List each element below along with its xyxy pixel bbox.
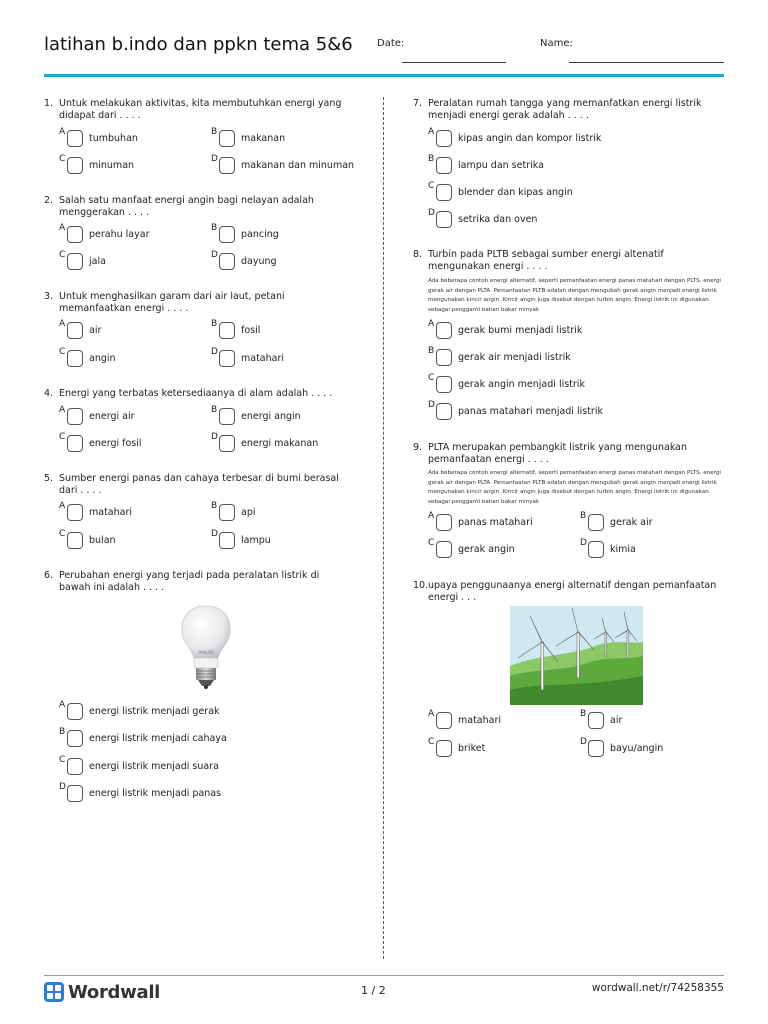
question-2 [44, 195, 364, 221]
option-1a[interactable] [59, 127, 199, 148]
answer-checkbox[interactable] [436, 211, 452, 228]
option-text: energi listrik menjadi panas [89, 788, 222, 799]
option-2c[interactable] [59, 250, 199, 271]
answer-checkbox[interactable] [436, 130, 452, 147]
name-field[interactable] [569, 62, 724, 63]
answer-checkbox[interactable] [67, 322, 83, 339]
answer-checkbox[interactable] [67, 703, 83, 720]
option-text: briket [458, 743, 486, 754]
option-letter: D [211, 432, 218, 442]
option-8c[interactable] [428, 373, 708, 394]
option-2b[interactable] [211, 223, 361, 244]
answer-checkbox[interactable] [436, 376, 452, 393]
option-letter: B [211, 319, 218, 329]
question-number: 10. [413, 580, 429, 591]
question-6 [44, 570, 364, 596]
option-text: gerak air menjadi listrik [458, 352, 571, 363]
option-5a[interactable] [59, 501, 199, 522]
option-text: air [89, 325, 102, 336]
option-6b[interactable] [59, 727, 309, 748]
reading-passage: Ada beberapa contoh energi alternatif, seperti pemanfaatan energi panas matahari dengan PLTS, energi gerak air dengan PLTA. Pemanfaatan PLTB adalah dengan mengubah gerak angin menjadi energi listrik mengunakan kincir angin. Kincir angin juga disebut dengan turbin angin. Energi listrik ini digunakan sebagai pengganti bahan bakar minyak [428, 470, 721, 505]
answer-checkbox[interactable] [219, 130, 235, 147]
option-text: panas matahari menjadi listrik [458, 406, 603, 417]
option-5c[interactable] [59, 529, 199, 550]
option-letter: D [59, 782, 66, 792]
wind-turbine-image [510, 606, 643, 705]
option-text: jala [89, 256, 106, 267]
option-letter: D [580, 737, 587, 747]
option-letter: B [428, 346, 435, 356]
option-9a[interactable] [428, 511, 568, 532]
option-letter: D [428, 208, 435, 218]
option-letter: C [59, 529, 66, 539]
option-3b[interactable] [211, 319, 361, 340]
answer-checkbox[interactable] [436, 740, 452, 757]
date-field[interactable] [402, 62, 506, 63]
wordwall-grid-icon [44, 982, 64, 1002]
option-letter: D [428, 400, 435, 410]
answer-checkbox[interactable] [67, 504, 83, 521]
answer-checkbox[interactable] [67, 350, 83, 367]
option-text: gerak angin [458, 544, 515, 555]
question-text: Salah satu manfaat energi angin bagi nelayan adalah menggerakan . . . . [59, 195, 314, 218]
question-text: Untuk melakukan aktivitas, kita membutuhkan energi yang didapat dari . . . . [59, 98, 342, 121]
option-letter: D [211, 529, 218, 539]
option-text: matahari [89, 507, 133, 518]
option-8a[interactable] [428, 319, 708, 340]
option-letter: B [428, 154, 435, 164]
question-3 [44, 291, 364, 317]
option-text: energi fosil [89, 438, 142, 449]
answer-checkbox[interactable] [436, 541, 452, 558]
answer-checkbox[interactable] [67, 130, 83, 147]
answer-checkbox[interactable] [588, 740, 604, 757]
option-letter: B [59, 727, 66, 737]
option-letter: A [59, 405, 66, 415]
option-text: perahu layar [89, 229, 150, 240]
header-rule [44, 74, 724, 77]
question-number: 6. [44, 570, 54, 581]
option-text: energi listrik menjadi cahaya [89, 733, 227, 744]
option-letter: D [211, 347, 218, 357]
date-label: Date: [377, 38, 405, 49]
answer-checkbox[interactable] [67, 532, 83, 549]
option-text: energi listrik menjadi gerak [89, 706, 220, 717]
option-8b[interactable] [428, 346, 708, 367]
option-letter: B [211, 127, 218, 137]
option-text: gerak bumi menjadi listrik [458, 325, 583, 336]
option-6a[interactable] [59, 700, 309, 721]
answer-checkbox[interactable] [219, 435, 235, 452]
name-label: Name: [540, 38, 573, 49]
worksheet-title: latihan b.indo dan ppkn tema 5&6 [44, 34, 353, 55]
answer-checkbox[interactable] [67, 226, 83, 243]
answer-checkbox[interactable] [219, 157, 235, 174]
answer-checkbox[interactable] [67, 435, 83, 452]
option-10b[interactable] [580, 709, 710, 730]
question-text: Energi yang terbatas ketersediaanya di alam adalah . . . . [59, 388, 333, 399]
option-4b[interactable] [211, 405, 361, 426]
option-3c[interactable] [59, 347, 199, 368]
option-text: gerak angin menjadi listrik [458, 379, 585, 390]
option-9d[interactable] [580, 538, 710, 559]
option-6d[interactable] [59, 782, 309, 803]
option-text: energi angin [241, 411, 301, 422]
option-letter: B [211, 223, 218, 233]
option-3a[interactable] [59, 319, 199, 340]
option-text: makanan dan minuman [241, 160, 355, 171]
question-text: upaya penggunaanya energi alternatif dengan pemanfaatan energi . . . [428, 580, 717, 603]
question-text: PLTA merupakan pembangkit listrik yang mengunakan pemanfaatan energi . . . . [428, 442, 688, 465]
question-number: 1. [44, 98, 54, 109]
question-number: 8. [413, 249, 423, 260]
option-letter: C [428, 737, 435, 747]
option-5d[interactable] [211, 529, 361, 550]
answer-checkbox[interactable] [219, 532, 235, 549]
question-number: 7. [413, 98, 423, 109]
option-letter: C [59, 347, 66, 357]
option-2d[interactable] [211, 250, 361, 271]
option-text: minuman [89, 160, 135, 171]
option-text: matahari [458, 715, 502, 726]
question-4 [44, 388, 364, 402]
option-text: dayung [241, 256, 277, 267]
option-letter: C [428, 538, 435, 548]
option-text: air [610, 715, 623, 726]
option-text: energi air [89, 411, 135, 422]
option-letter: D [211, 154, 218, 164]
answer-checkbox[interactable] [436, 514, 452, 531]
answer-checkbox[interactable] [436, 322, 452, 339]
option-8d[interactable] [428, 400, 708, 421]
option-letter: C [59, 755, 66, 765]
answer-checkbox[interactable] [219, 350, 235, 367]
answer-checkbox[interactable] [219, 504, 235, 521]
option-letter: C [59, 250, 66, 260]
answer-checkbox[interactable] [436, 349, 452, 366]
option-letter: A [59, 319, 66, 329]
option-letter: A [428, 511, 435, 521]
answer-checkbox[interactable] [588, 712, 604, 729]
answer-checkbox[interactable] [67, 758, 83, 775]
light-bulb-image [176, 604, 236, 690]
question-8 [413, 249, 723, 275]
option-7b[interactable] [428, 154, 708, 175]
answer-checkbox[interactable] [219, 253, 235, 270]
option-text: angin [89, 353, 116, 364]
option-1c[interactable] [59, 154, 199, 175]
option-text: makanan [241, 133, 286, 144]
wordwall-logo [44, 982, 160, 1002]
option-text: matahari [241, 353, 285, 364]
option-10c[interactable] [428, 737, 568, 758]
answer-checkbox[interactable] [67, 157, 83, 174]
page-number: 1 / 2 [361, 984, 386, 997]
option-text: bulan [89, 535, 116, 546]
option-text: api [241, 507, 256, 518]
question-text: Turbin pada PLTB sebagai sumber energi altenatif mengunakan energi . . . . [428, 249, 664, 272]
answer-checkbox[interactable] [67, 408, 83, 425]
option-text: pancing [241, 229, 279, 240]
option-letter: A [428, 709, 435, 719]
option-text: panas matahari [458, 517, 533, 528]
option-5b[interactable] [211, 501, 361, 522]
option-letter: C [428, 373, 435, 383]
option-10d[interactable] [580, 737, 710, 758]
answer-checkbox[interactable] [67, 253, 83, 270]
option-1b[interactable] [211, 127, 361, 148]
option-1d[interactable] [211, 154, 361, 175]
question-9 [413, 442, 723, 468]
option-letter: B [211, 501, 218, 511]
bulb-brand-label: PHILIPS [198, 650, 214, 655]
question-10 [413, 580, 723, 606]
option-text: energi makanan [241, 438, 319, 449]
column-divider [383, 97, 384, 959]
option-4d[interactable] [211, 432, 361, 453]
option-2a[interactable] [59, 223, 199, 244]
footer-rule [44, 975, 724, 976]
reading-passage: Ada beberapa contoh energi alternatif, seperti pemanfaatan energi panas matahari dengan PLTS, energi gerak air dengan PLTA. Pemanfaatan PLTB adalah dengan mengubah gerak angin menjadi energi listrik mengunakan kincir angin. Kincir angin juga disebut dengan turbin angin. Energi listrik ini digunakan sebagai pengganti bahan bakar minyak [428, 278, 721, 313]
question-text: Perubahan energi yang terjadi pada peralatan listrik di bawah ini adalah . . . . [59, 570, 320, 593]
option-text: energi listrik menjadi suara [89, 761, 219, 772]
option-text: setrika dan oven [458, 214, 538, 225]
option-7d[interactable] [428, 208, 708, 229]
option-4a[interactable] [59, 405, 199, 426]
option-text: tumbuhan [89, 133, 138, 144]
option-letter: A [59, 127, 66, 137]
question-number: 9. [413, 442, 423, 453]
logo-text: Wordwall [68, 981, 161, 1003]
option-letter: B [580, 709, 587, 719]
option-text: gerak air [610, 517, 653, 528]
option-9b[interactable] [580, 511, 710, 532]
option-4c[interactable] [59, 432, 199, 453]
question-number: 4. [44, 388, 54, 399]
option-letter: A [59, 700, 66, 710]
answer-checkbox[interactable] [219, 226, 235, 243]
option-7c[interactable] [428, 181, 708, 202]
option-letter: A [428, 127, 435, 137]
option-letter: B [211, 405, 218, 415]
option-text: kimia [610, 544, 636, 555]
option-3d[interactable] [211, 347, 361, 368]
option-letter: A [59, 501, 66, 511]
option-text: bayu/angin [610, 743, 664, 754]
option-text: blender dan kipas angin [458, 187, 573, 198]
question-text: Sumber energi panas dan cahaya terbesar di bumi berasal dari . . . . [59, 473, 339, 496]
option-letter: A [59, 223, 66, 233]
question-text: Untuk menghasilkan garam dari air laut, petani memanfaatkan energi . . . . [59, 291, 285, 314]
source-url[interactable]: wordwall.net/r/74258355 [591, 982, 724, 994]
option-letter: C [428, 181, 435, 191]
answer-checkbox[interactable] [436, 184, 452, 201]
answer-checkbox[interactable] [436, 157, 452, 174]
answer-checkbox[interactable] [436, 403, 452, 420]
question-text: Peralatan rumah tangga yang memanfatkan energi listrik menjadi energi gerak adalah . . . . [428, 98, 702, 121]
option-text: lampu [241, 535, 271, 546]
answer-checkbox[interactable] [219, 408, 235, 425]
question-number: 3. [44, 291, 54, 302]
answer-checkbox[interactable] [588, 541, 604, 558]
option-text: lampu dan setrika [458, 160, 544, 171]
option-text: fosil [241, 325, 261, 336]
answer-checkbox[interactable] [67, 785, 83, 802]
answer-checkbox[interactable] [219, 322, 235, 339]
question-number: 2. [44, 195, 54, 206]
question-number: 5. [44, 473, 54, 484]
option-letter: A [428, 319, 435, 329]
option-letter: C [59, 154, 66, 164]
question-7 [413, 98, 723, 124]
option-10a[interactable] [428, 709, 568, 730]
option-letter: D [211, 250, 218, 260]
option-6c[interactable] [59, 755, 309, 776]
option-letter: B [580, 511, 587, 521]
question-5 [44, 473, 364, 499]
option-7a[interactable] [428, 127, 708, 148]
question-1 [44, 98, 364, 124]
option-letter: C [59, 432, 66, 442]
option-9c[interactable] [428, 538, 568, 559]
answer-checkbox[interactable] [588, 514, 604, 531]
option-text: kipas angin dan kompor listrik [458, 133, 602, 144]
option-letter: D [580, 538, 587, 548]
answer-checkbox[interactable] [436, 712, 452, 729]
answer-checkbox[interactable] [67, 730, 83, 747]
